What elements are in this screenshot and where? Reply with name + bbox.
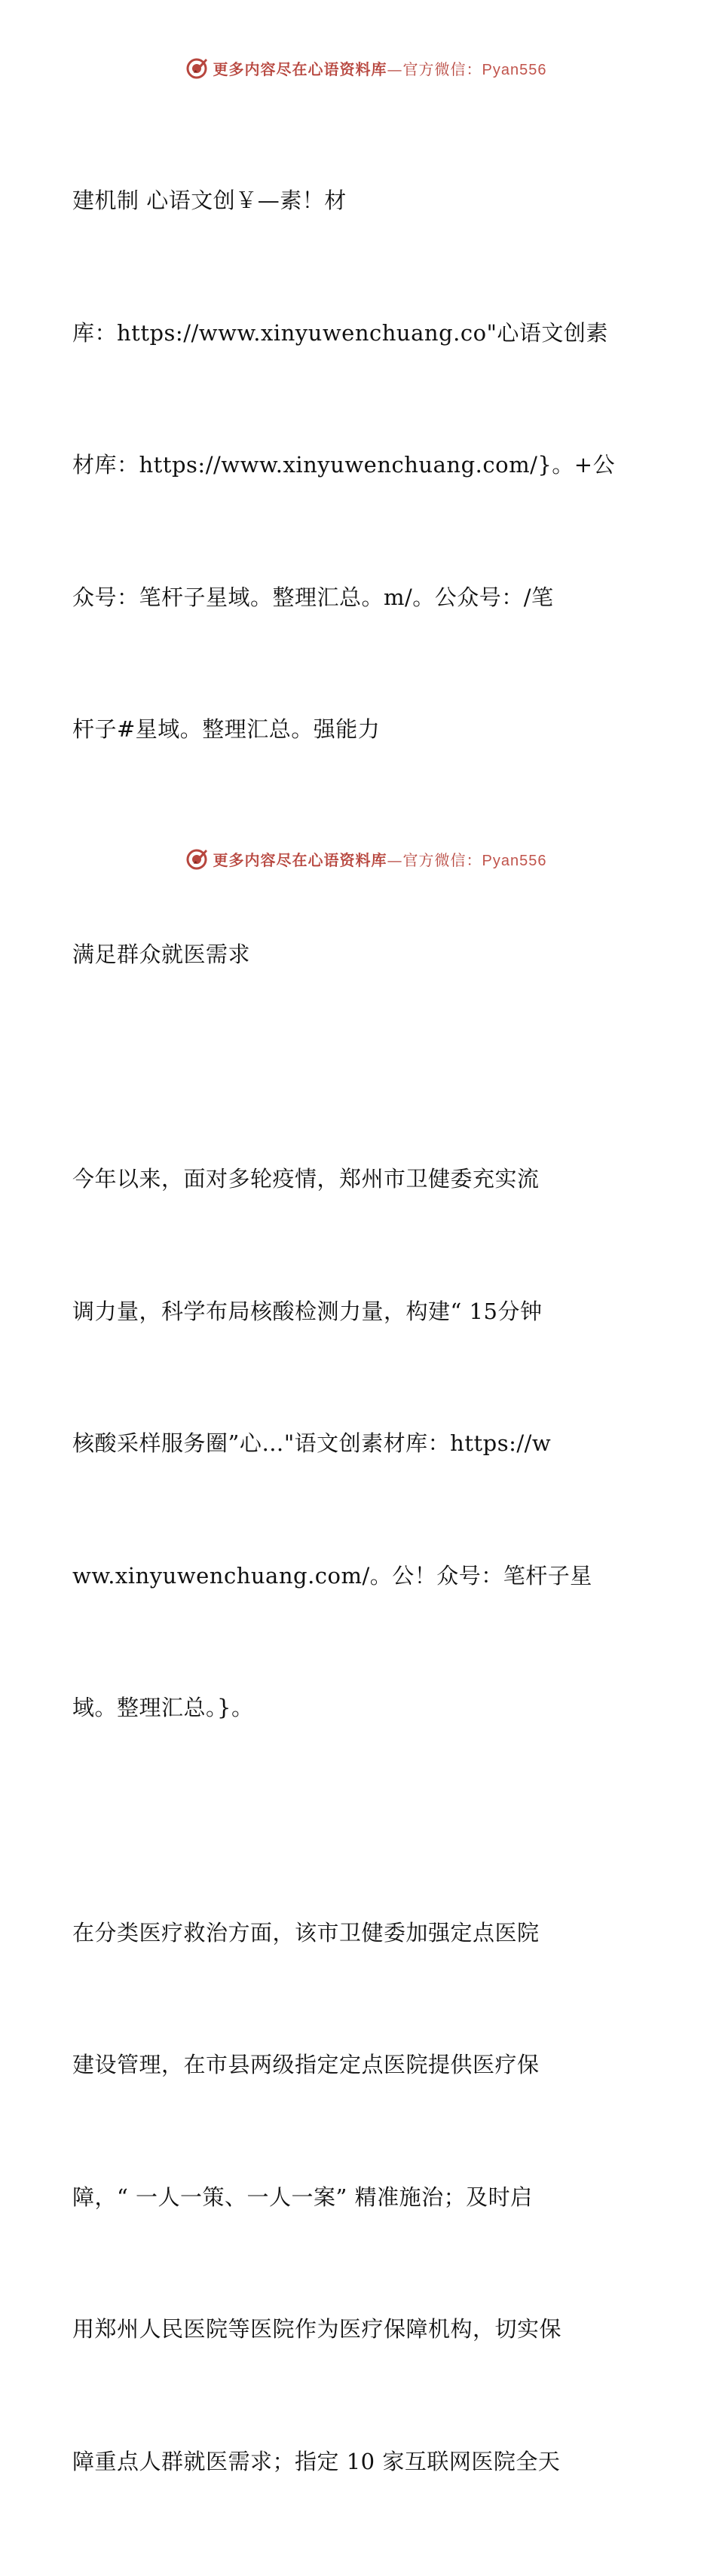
paragraph-2 xyxy=(72,1069,645,1818)
banner-text xyxy=(213,57,547,79)
text-line: 障重点人群就医需求；指定 10 家互联网医院全天 xyxy=(72,2448,561,2474)
banner-wechat-id: Pyan556 xyxy=(482,852,547,869)
text-line: 用郑州人民医院等医院作为医疗保障机构，切实保 xyxy=(72,2316,562,2342)
header-banner xyxy=(0,53,716,83)
banner-site-name: 更多内容尽在心语资料库 xyxy=(213,850,387,869)
text-line: 建设管理，在市县两级指定定点医院提供医疗保 xyxy=(72,2052,540,2077)
text-line: 在分类医疗救治方面，该市卫健委加强定点医院 xyxy=(72,1919,540,1946)
text-line: 障，“ 一人一策、一人一案” 精准施治；及时启 xyxy=(72,2184,533,2210)
text-line: 调力量，科学布局核酸检测力量，构建“ 15分钟 xyxy=(72,1298,543,1324)
banner-wechat-label: 官方微信： xyxy=(402,850,482,869)
footer-banner xyxy=(0,844,716,874)
banner-wechat-id: Pyan556 xyxy=(482,61,547,78)
banner-dash: — xyxy=(387,60,403,78)
banner-inner xyxy=(185,56,547,80)
text-line: 众号：笔杆子星域。整理汇总。m/。公众号：/笔 xyxy=(72,584,554,610)
text-line: 杆子#星域。整理汇总。强能力 xyxy=(72,716,381,742)
text-line: 材库：https://www.xinyuwenchuang.com/}。+公 xyxy=(72,452,616,478)
text-line: 今年以来，面对多轮疫情，郑州市卫健委充实流 xyxy=(72,1166,540,1192)
text-line: ww.xinyuwenchuang.com/。公！众号：笔杆子星 xyxy=(72,1562,592,1589)
banner-dash: — xyxy=(387,850,403,869)
text-line: 域。整理汇总。}。 xyxy=(72,1695,254,1720)
text-line: 库：https://www.xinyuwenchuang.co"心语文创素 xyxy=(72,319,608,346)
section-heading xyxy=(72,844,645,1065)
banner-site-name: 更多内容尽在心语资料库 xyxy=(213,60,387,78)
quill-logo-icon xyxy=(185,56,209,80)
banner-wechat-label: 官方微信： xyxy=(402,60,482,78)
paragraph-1 xyxy=(72,90,645,840)
banner-text xyxy=(213,848,547,870)
text-line: 满足群众就医需求 xyxy=(72,941,251,967)
banner-inner xyxy=(185,847,547,871)
quill-logo-icon xyxy=(185,847,209,871)
paragraph-3 xyxy=(72,1823,645,2572)
document-body xyxy=(72,90,645,2576)
text-line: 核酸采样服务圈”心…"语文创素材库：https://w xyxy=(72,1430,552,1456)
text-line: 建机制 心语文创￥—素！材 xyxy=(72,188,347,213)
